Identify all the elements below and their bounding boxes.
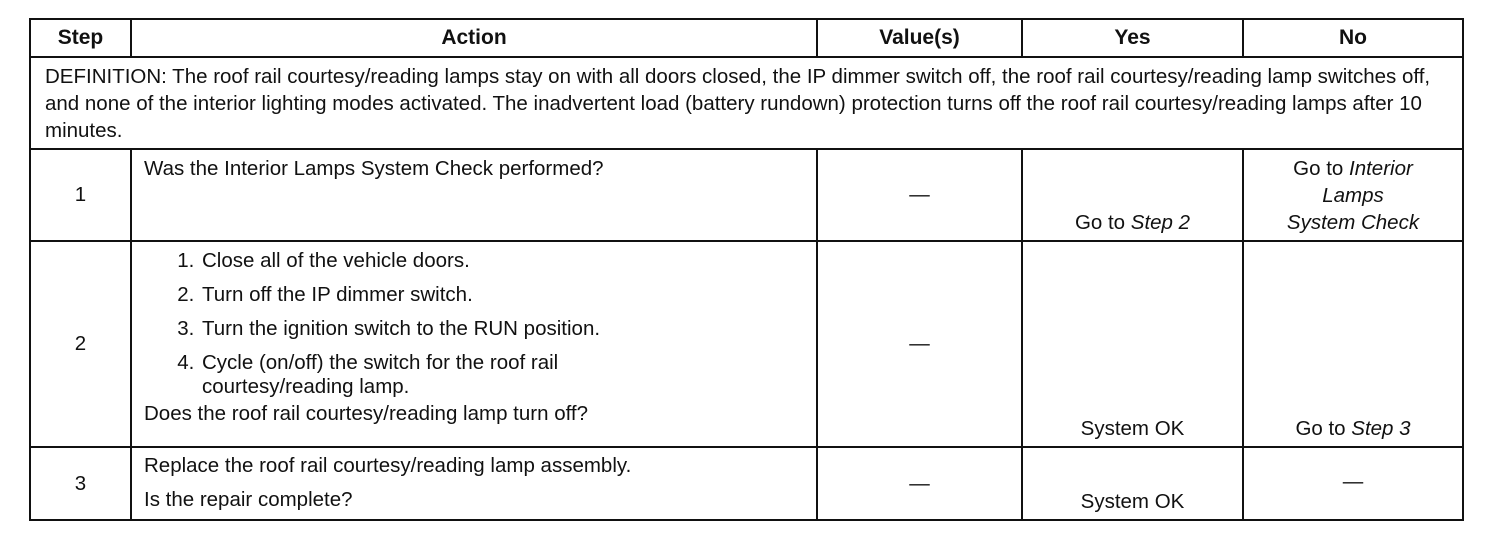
header-no: No [1243, 19, 1463, 57]
no-cell: — [1243, 447, 1463, 520]
step-number: 2 [30, 241, 131, 447]
no-cell [1243, 241, 1463, 447]
table-row [30, 149, 1463, 241]
yes-cell: System OK [1022, 447, 1243, 520]
action-instruction: Replace the roof rail courtesy/reading lamp assembly. [144, 454, 632, 477]
step-number: 3 [30, 447, 131, 520]
list-item: 2. Turn off the IP dimmer switch. [200, 278, 806, 312]
no-ref-line2[interactable]: Lamps [1322, 184, 1384, 207]
yes-prefix: Go to [1074, 211, 1126, 234]
no-prefix: Go to [1293, 157, 1344, 180]
header-yes: Yes [1022, 19, 1243, 57]
yes-cell: System OK [1022, 241, 1243, 447]
header-values: Value(s) [817, 19, 1022, 57]
no-ref-line1[interactable]: Interior [1349, 157, 1413, 180]
action-cell [131, 149, 817, 241]
action-steps-list [144, 244, 806, 399]
action-question: Was the Interior Lamps System Check performed? [144, 157, 604, 180]
action-question: Does the roof rail courtesy/reading lamp turn off? [144, 402, 589, 425]
list-item: 1. Close all of the vehicle doors. [200, 244, 806, 278]
no-cell [1243, 149, 1463, 241]
action-cell [131, 241, 817, 447]
yes-cell [1022, 149, 1243, 241]
list-item [200, 346, 806, 399]
diagnostic-table [29, 18, 1464, 521]
table-row [30, 447, 1463, 520]
step-number: 1 [30, 149, 131, 241]
header-action: Action [131, 19, 817, 57]
action-cell [131, 447, 817, 520]
list-item: 3. Turn the ignition switch to the RUN position. [200, 312, 806, 346]
list-item-line1: Cycle (on/off) the switch for the roof rail [202, 351, 559, 374]
yes-step-link[interactable]: Step 2 [1130, 211, 1191, 234]
table-row [30, 241, 1463, 447]
action-question: Is the repair complete? [144, 488, 353, 511]
header-row [30, 19, 1463, 57]
no-ref-line3[interactable]: System Check [1286, 211, 1420, 234]
header-step: Step [30, 19, 131, 57]
no-step-link[interactable]: Step 3 [1351, 417, 1411, 440]
definition-row [30, 57, 1463, 149]
value-cell: — [817, 241, 1022, 447]
list-item-line2: courtesy/reading lamp. [202, 375, 410, 398]
definition-text: DEFINITION: The roof rail courtesy/reading lamps stay on with all doors closed, the IP dimmer switch off, the roof rail courtesy/reading lamp switches off, and none of the interior lighting modes activated. The inadvertent load (battery rundown) protection turns off the roof rail courtesy/reading lamps after 10 minutes. [30, 57, 1463, 149]
no-prefix: Go to [1295, 417, 1346, 440]
value-cell: — [817, 149, 1022, 241]
value-cell: — [817, 447, 1022, 520]
